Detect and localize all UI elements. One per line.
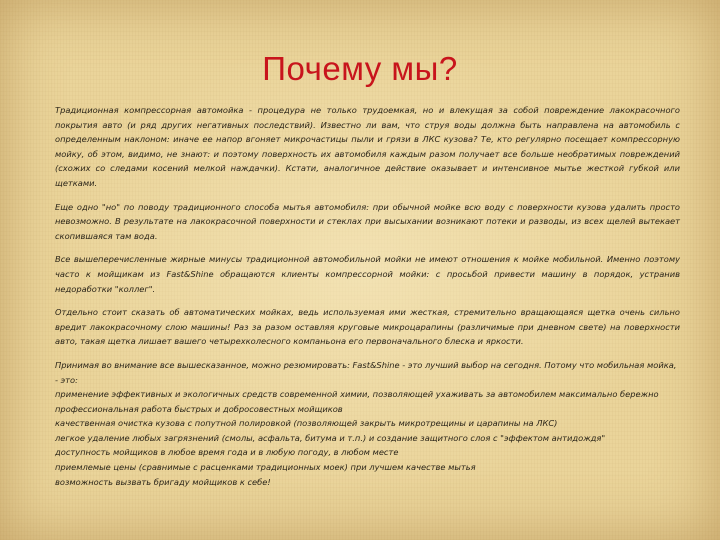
summary-item-prices: приемлемые цены (сравнимые с расценками традиционных моек) при лучшем качестве мытья [55, 462, 476, 473]
summary-item-workers: профессиональная работа быстрых и добросовестных мойщиков [55, 403, 343, 414]
summary-item-availability: доступность мойщиков в любое время года и в любую погоду, в любом месте [55, 447, 399, 458]
summary-intro: Принимая во внимание все вышесказанное, можно резюмировать: Fast&Shine - это лучший выбор на сегодня. Потому что мобильная мойка, - это: [55, 359, 677, 385]
summary-item-chemistry: применение эффективных и экологичных средств современной химии, позволяющей ухаживать за автомобилем максимально бережно [55, 389, 659, 400]
summary-item-cleaning: легкое удаление любых загрязнений (смолы, асфальта, битума и т.п.) и создание защитного слоя с "эффектом антидождя" [55, 432, 606, 443]
summary-item-call-team: возможность вызвать бригаду мойщиков к себе! [55, 476, 271, 487]
summary-block [55, 358, 680, 489]
paragraph-2: Еще одно "но" по поводу традиционного способа мытья автомобиля: при обычной мойке всю воду с поверхности кузова удалить просто невозможно. В результате на лакокрасочной поверхности и стеклах при высыхании возникают потеки и разводы, из всех щелей вытекает скопившаяся там вода. [55, 201, 680, 241]
paragraph-4: Отдельно стоит сказать об автоматических мойках, ведь используемая ими жесткая, стремительно вращающаяся щетка очень сильно вредит лакокрасочному слою машины! Раз за разом оставляя круговые микроцарапины (различимые при дневном свете) на поверхности авто, такая щетка лишает вашего четырехколесного компаньона его первоначального блеска и яркости. [55, 307, 680, 347]
slide-body [55, 103, 680, 489]
paragraph-1: Традиционная компрессорная автомойка - процедура не только трудоемкая, но и влекущая за собой повреждение лакокрасочного покрытия авто (и ряд других негативных последствий). Известно ли вам, что струя воды должна быть направлена на автомобиль с определенным наклоном: иначе ее напор вгоняет микрочастицы пыли и грязи в ЛКС кузова? Те, кто регулярно посещает компрессорную мойку, об этом, видимо, не знают: и поэтому поверхность их автомобиля каждым разом получает все больше необратимых повреждений (схожих со следами косений мелкой наждачки). Кстати, аналогичное действие оказывает и интенсивное мытье жесткой губкой или щетками. [55, 105, 680, 188]
paragraph-3: Все вышеперечисленные жирные минусы традиционной автомобильной мойки не имеют отношения к мойке мобильной. Именно поэтому часто к мойщикам из Fast&Shine обращаются клиенты компрессорной мойки: с просьбой привести машину в порядок, устранив недоработки "коллег". [55, 254, 680, 294]
summary-item-polishing: качественная очистка кузова с попутной полировкой (позволяющей закрыть микротрещины и царапины на ЛКС) [55, 418, 558, 429]
slide-title: Почему мы? [262, 50, 458, 87]
